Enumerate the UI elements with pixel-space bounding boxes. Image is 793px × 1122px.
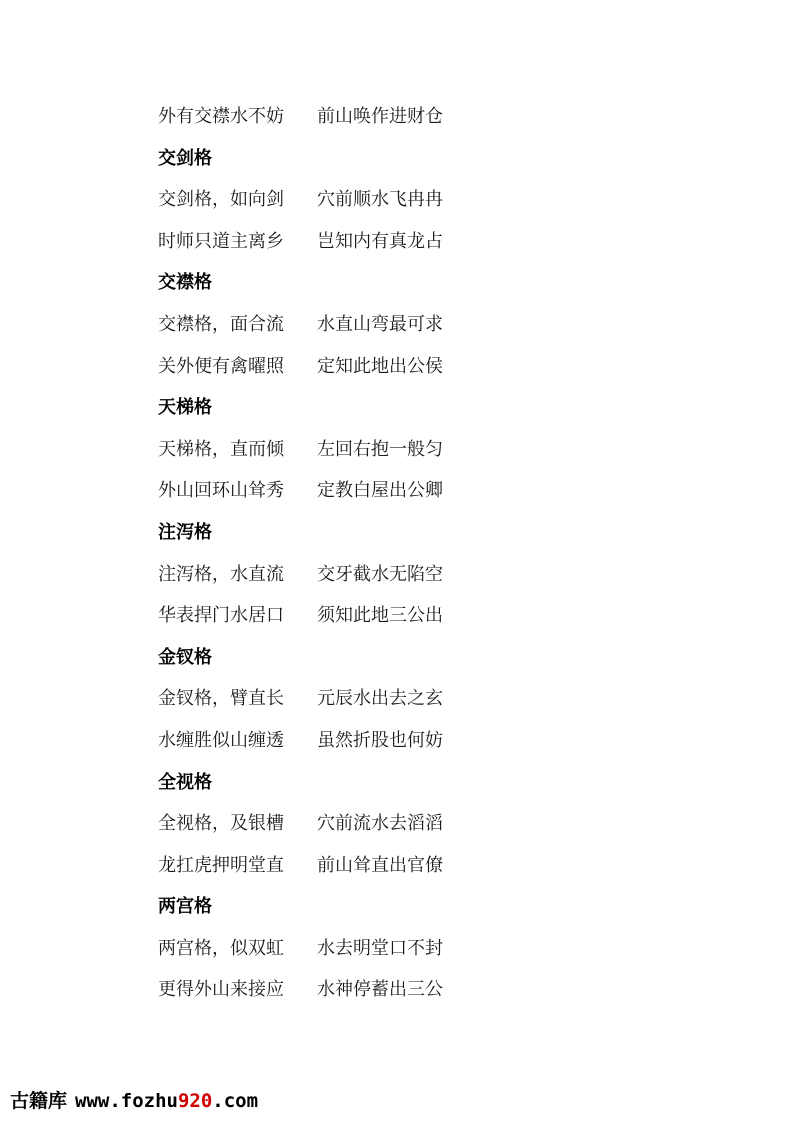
document-body <box>158 96 618 1011</box>
verse-first-half: 交剑格，如向剑 <box>158 189 284 211</box>
verse-line <box>158 554 618 596</box>
section-heading: 交剑格 <box>158 147 212 169</box>
verse-second-half: 须知此地三公出 <box>317 605 443 627</box>
verse-line <box>158 720 618 762</box>
footer-url-suffix: .com <box>212 1090 259 1112</box>
verse-line <box>158 803 618 845</box>
verse-second-half: 水去明堂口不封 <box>317 937 443 959</box>
verse-first-half: 外山回环山耸秀 <box>158 480 284 502</box>
verse-second-half: 虽然折股也何妨 <box>317 729 443 751</box>
verse-line <box>158 969 618 1011</box>
verse-first-half: 注泻格，水直流 <box>158 563 284 585</box>
verse-first-half: 华表捍门水居口 <box>158 605 284 627</box>
verse-second-half: 前山唤作进财仓 <box>317 106 443 127</box>
verse-second-half: 交牙截水无陷空 <box>317 563 443 585</box>
verse-line <box>158 179 618 221</box>
verse-line <box>158 221 618 263</box>
verse-first-half: 外有交襟水不妨 <box>158 106 284 127</box>
verse-line <box>158 304 618 346</box>
verse-line <box>158 96 618 138</box>
section-heading: 两宫格 <box>158 896 212 918</box>
verse-line <box>158 470 618 512</box>
verse-first-half: 龙扛虎押明堂直 <box>158 854 284 876</box>
section-heading: 全视格 <box>158 771 212 793</box>
section-heading: 金钗格 <box>158 646 212 668</box>
footer-url-prefix: www.fozhu <box>75 1090 178 1112</box>
section-heading: 天梯格 <box>158 397 212 419</box>
verse-second-half: 前山耸直出官僚 <box>317 854 443 876</box>
section-heading: 交襟格 <box>158 272 212 294</box>
watermark-footer <box>10 1086 258 1116</box>
verse-second-half: 水神停蓄出三公 <box>317 979 443 1001</box>
verse-first-half: 关外便有禽曜照 <box>158 355 284 377</box>
verse-first-half: 水缠胜似山缠透 <box>158 729 284 751</box>
verse-first-half: 交襟格，面合流 <box>158 313 284 335</box>
verse-second-half: 定知此地出公侯 <box>317 355 443 377</box>
verse-first-half: 两宫格，似双虹 <box>158 937 284 959</box>
verse-first-half: 全视格，及银槽 <box>158 813 284 835</box>
verse-line <box>158 928 618 970</box>
verse-first-half: 更得外山来接应 <box>158 979 284 1001</box>
verse-first-half: 时师只道主离乡 <box>158 230 284 252</box>
verse-second-half: 水直山弯最可求 <box>317 313 443 335</box>
section-heading: 注泻格 <box>158 521 212 543</box>
verse-line <box>158 595 618 637</box>
verse-line <box>158 678 618 720</box>
footer-url-accent: 920 <box>177 1090 213 1112</box>
verse-line <box>158 346 618 388</box>
verse-second-half: 岂知内有真龙占 <box>317 230 443 252</box>
verse-second-half: 左回右抱一般匀 <box>317 438 443 460</box>
verse-first-half: 天梯格，直而倾 <box>158 438 284 460</box>
verse-second-half: 定教白屋出公卿 <box>317 480 443 502</box>
verse-second-half: 穴前流水去滔滔 <box>317 813 443 835</box>
footer-brand: 古籍库 <box>10 1090 68 1112</box>
verse-line <box>158 429 618 471</box>
verse-first-half: 金钗格，臂直长 <box>158 688 284 710</box>
verse-line <box>158 845 618 887</box>
verse-second-half: 元辰水出去之玄 <box>317 688 443 710</box>
verse-second-half: 穴前顺水飞冉冉 <box>317 189 443 211</box>
